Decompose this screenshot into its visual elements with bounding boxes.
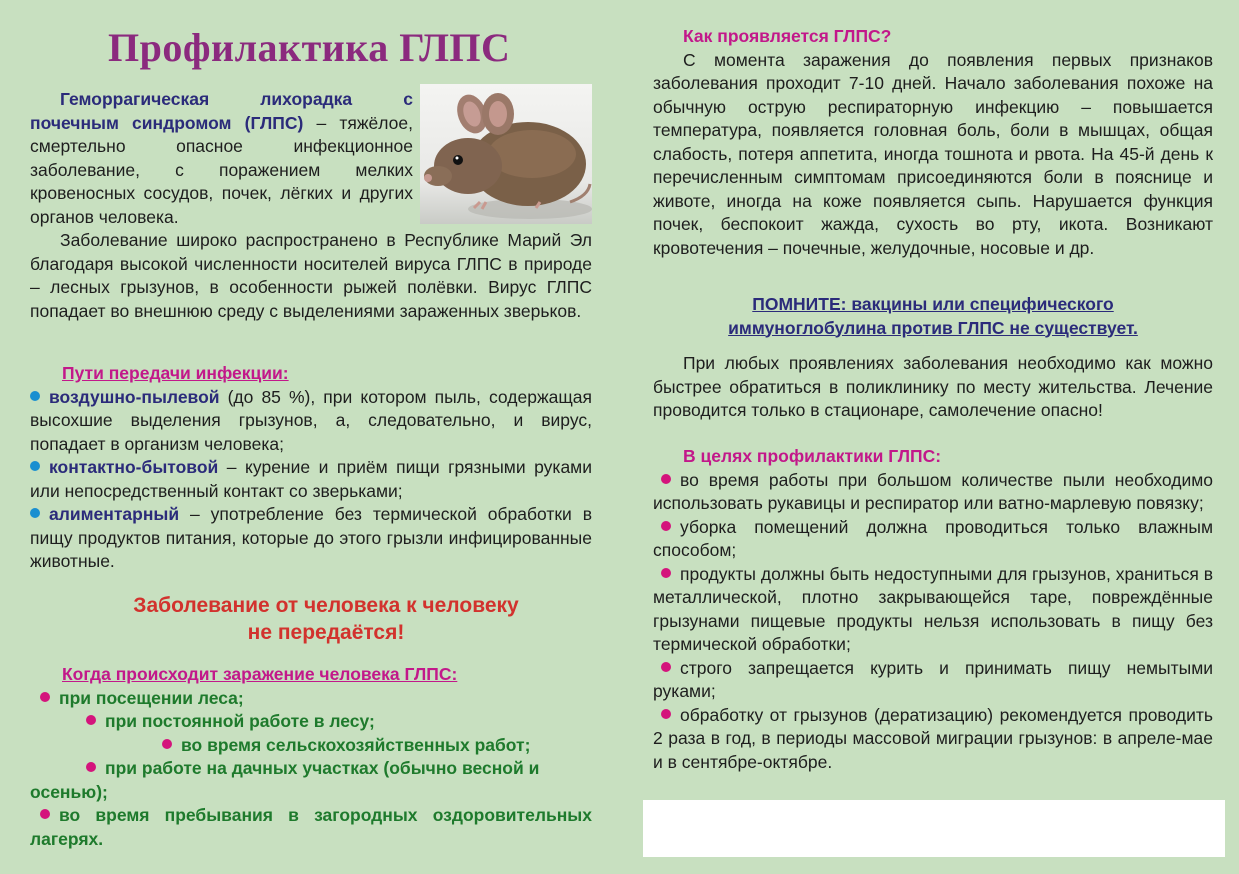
prevention-item: уборка помещений должна проводиться только влажным способом;	[653, 516, 1213, 560]
infection-item: при работе на дачных участках (обычно весной и осенью);	[30, 758, 540, 802]
transmission-item	[30, 503, 592, 574]
no-transmission-warning	[30, 592, 622, 646]
mouse-icon	[420, 84, 592, 224]
warning-line: не передаётся!	[247, 621, 405, 644]
bullet-icon	[661, 568, 671, 578]
bullet-icon	[86, 715, 96, 725]
transmission-desc: (до 85 %), при котором пыль, содержащая высохшие выделения грызунов, а, следовательно, и вирус, попадает в организм человека;	[30, 386, 592, 454]
infection-item: при постоянной работе в лесу;	[30, 710, 592, 734]
transmission-type: алиментарный	[49, 504, 180, 524]
transmission-item	[30, 456, 592, 503]
blank-panel	[643, 800, 1225, 857]
remember-line: иммуноглобулина против ГЛПС не существует.	[728, 317, 1138, 338]
bullet-icon	[40, 809, 50, 819]
transmission-type: воздушно-пылевой	[49, 386, 220, 407]
advice-paragraph: При любых проявлениях заболевания необходимо как можно быстрее обратиться в поликлинику по месту жительства. Лечение проводится только в стационаре, самолечение опасно!	[653, 353, 1213, 420]
bullet-icon	[162, 739, 172, 749]
infection-item: при посещении леса;	[30, 687, 592, 711]
page-title: Профилактика ГЛПС	[108, 25, 511, 70]
symptoms-section	[653, 25, 1213, 260]
transmission-item	[30, 386, 592, 457]
infection-item: во время пребывания в загородных оздоровительных лагерях.	[30, 805, 592, 849]
transmission-desc: – употребление без термической обработки в пищу продуктов питания, которые до этого грызли инфицированные животные.	[30, 504, 592, 571]
disease-name: Геморрагическая лихорадка с почечным синдромом (ГЛПС)	[30, 89, 413, 133]
warning-line: Заболевание от человека к человеку	[133, 594, 519, 617]
bullet-icon	[30, 391, 40, 401]
bullet-icon	[661, 662, 671, 672]
bullet-icon	[30, 461, 40, 471]
transmission-desc: – курение и приём пищи грязными руками или непосредственный контакт со зверьками;	[30, 457, 592, 501]
intro-text: – тяжёлое, смертельно опасное инфекционное заболевание, с поражением мелких кровеносных сосудов, почек, лёгких и других органов человека.	[30, 112, 414, 227]
prevention-item: строго запрещается курить и принимать пищу немытыми руками;	[653, 657, 1213, 701]
prevention-section	[653, 445, 1213, 774]
bullet-icon	[661, 521, 671, 531]
remember-note	[653, 293, 1213, 340]
intro-paragraph	[30, 88, 413, 229]
prevention-item: обработку от грызунов (дератизацию) рекомендуется проводить 2 раза в год, в периоды массовой миграции грызунов: в апреле-мае и в сентябре-октябре.	[653, 704, 1213, 772]
bullet-icon	[40, 692, 50, 702]
bullet-icon	[661, 474, 671, 484]
prevention-item: во время работы при большом количестве пыли необходимо использовать рукавицы и респиратор или ватно-марлевую повязку;	[653, 469, 1213, 513]
bullet-icon	[86, 762, 96, 772]
prevention-item: продукты должны быть недоступными для грызунов, храниться в металлической, плотно закрывающейся таре, повреждённые грызунами пищевые продукты нельзя использовать в пищу без термической обработки;	[653, 563, 1213, 654]
symptoms-heading: Как проявляется ГЛПС?	[683, 26, 892, 46]
intro-block	[30, 88, 413, 229]
infection-section	[30, 663, 592, 851]
prevention-heading: В целях профилактики ГЛПС:	[683, 446, 942, 466]
infection-item: во время сельскохозяйственных работ;	[30, 734, 592, 758]
spread-paragraph: Заболевание широко распространено в Республике Марий Эл благодаря высокой численности носителей вируса ГЛПС в природе – лесных грызунов, в особенности рыжей полёвки. Вирус ГЛПС попадает во внешнюю среду с выделениями зараженных зверьков.	[30, 230, 592, 321]
transmission-type: контактно-бытовой	[49, 457, 219, 477]
transmission-heading: Пути передачи инфекции:	[62, 363, 289, 383]
mouse-image	[420, 84, 592, 224]
bullet-icon	[30, 508, 40, 518]
bullet-icon	[661, 709, 671, 719]
transmission-section	[30, 362, 592, 574]
remember-line: ПОМНИТЕ: вакцины или специфического	[752, 294, 1114, 314]
infection-heading: Когда происходит заражение человека ГЛПС:	[62, 664, 458, 684]
symptoms-text: С момента заражения до появления первых признаков заболевания проходит 7-10 дней. Начало заболевания похоже на обычную острую респираторную инфекцию – повышается температура, появляется головная боль, боли в мышцах, общая слабость, потеря аппетита, иногда тошнота и рвота. На 45-й день к перечисленным симптомам присоединяются боли в пояснице и животе, иногда на коже появляется сыпь. Нарушается функция почек, беспокоит жажда, сухость во рту, икота. Возникают кровотечения – почечные, желудочные, носовые и др.	[653, 49, 1213, 258]
